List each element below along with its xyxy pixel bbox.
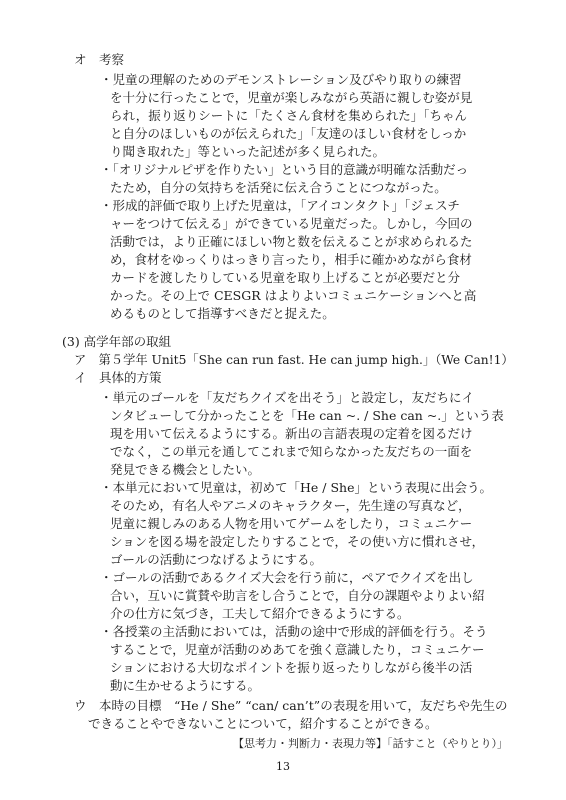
section-3-bullet-2-line-2: そのため，有名人やアニメのキャラクター，先生達の写真など， [110,498,471,513]
section-3-bullet-4-line-2: することで，児童が活動のめあてを強く意識したり，コミュニケー [110,642,485,657]
section-o-bullet-2-line-2: たため，自分の気持ちを活発に伝え合うことにつながった。 [110,180,447,195]
section-3-bullet-3-line-2: 合い，互いに賞賛や助言をし合うことで，自分の課題やよりよい紹 [110,588,485,603]
evaluation-tag: 【思考力・判断力・表現力等】「話すこと（やりとり）」 [233,737,508,750]
section-3-bullet-1-line-4: でなく，この単元を通してこれまで知らなかった友だちの一面を [110,444,473,459]
section-3-bullet-4-line-3: ションにおける大切なポイントを振り返ったりしながら後半の活 [110,660,473,675]
section-3-bullet-1-line-2: ンタビューして分かったことを「He can ~. / She can ~.」という表 [110,408,504,423]
section-3-bullet-2-line-1: ・本単元において児童は，初めて「He / She」という表現に出会う。 [100,480,492,495]
item-a-unit-title: ア 第５学年 Unit5「She can run fast. He can jump high.」（We Can!1） [74,353,514,367]
section-o-bullet-3-line-5: カードを渡したりしている児童を取り上げることが必要だと分 [110,270,461,285]
section-o-bullet-1-line-2: を十分に行ったことで，児童が楽しみながら英語に親しむ姿が見 [110,90,473,105]
section-o-bullet-1-line-4: と自分のほしいものが伝えられた」「友達のほしい食材をしっか [110,126,467,141]
section-3-bullet-2-line-4: ションを図る場を設定したりすることで，その使い方に慣れさせ， [110,534,485,549]
section-3-bullet-3-line-1: ・ゴールの活動であるクイズ大会を行う前に，ペアでクイズを出し [100,570,474,585]
section-o-bullet-2-line-1: ・「オリジナルピザを作りたい」という目的意識が明確な活動だっ [100,162,469,177]
section-3-bullet-3-line-3: 介の仕方に気づき，工夫して紹介できるようにする。 [110,606,410,621]
section-3-bullet-1-line-1: ・単元のゴールを「友だちクイズを出そう」と設定し，友だちにイ [100,390,475,405]
item-u-line-1: ウ 本時の目標 “He / She” “can/ can’t”の表現を用いて，友だちや先生の [74,698,508,713]
section-o-heading: オ 考察 [74,52,125,67]
section-o-bullet-3-line-6: かった。その上で CESGR はよりよいコミュニケーションへと高 [110,288,477,303]
section-o-bullet-3-line-2: ャーをつけて伝える」ができている児童だった。しかし，今回の [110,216,473,231]
section-o-bullet-1-line-3: られ，振り返りシートに「たくさん食材を集められた」「ちゃん [110,108,468,123]
item-u-line-2: できることやできないことについて，紹介することができる。 [88,716,438,731]
section-o-bullet-1-line-1: ・児童の理解のためのデモンストレーション及びやり取りの練習 [100,72,462,87]
section-o-bullet-3-line-4: め，食材をゆっくりはっきり言ったり，相手に確かめながら食材 [110,252,472,267]
section-3-bullet-2-line-5: ゴールの活動につなげるようにする。 [110,552,323,567]
section-3-bullet-4-line-1: ・各授業の主活動においては，活動の途中で形成的評価を行う。そう [100,624,488,639]
page-number: 13 [276,760,290,773]
section-o-bullet-3-line-3: 活動では，より正確にほしい物と数を伝えることが求められるた [110,234,473,249]
section-o-bullet-3-line-7: めるものとして指導すべきだと捉えた。 [110,306,335,321]
section-3-bullet-1-line-3: 現を用いて伝えるようにする。新出の言語表現の定着を図るだけ [110,426,473,441]
section-3-heading: (3) 高学年部の取組 [62,334,172,349]
section-o-bullet-3-line-1: ・形成的評価で取り上げた児童は，「アイコンタクト」「ジェスチ [100,198,460,213]
section-3-bullet-4-line-4: 動に生かせるようにする。 [110,678,261,693]
item-i-heading: イ 具体的方策 [74,370,162,385]
section-3-bullet-2-line-3: 児童に親しみのある人物を用いてゲームをしたり，コミュニケー [110,516,473,531]
section-o-bullet-1-line-5: り聞き取れた」等といった記述が多く見られた。 [110,144,386,159]
section-3-bullet-1-line-5: 発見できる機会としたい。 [110,462,261,477]
